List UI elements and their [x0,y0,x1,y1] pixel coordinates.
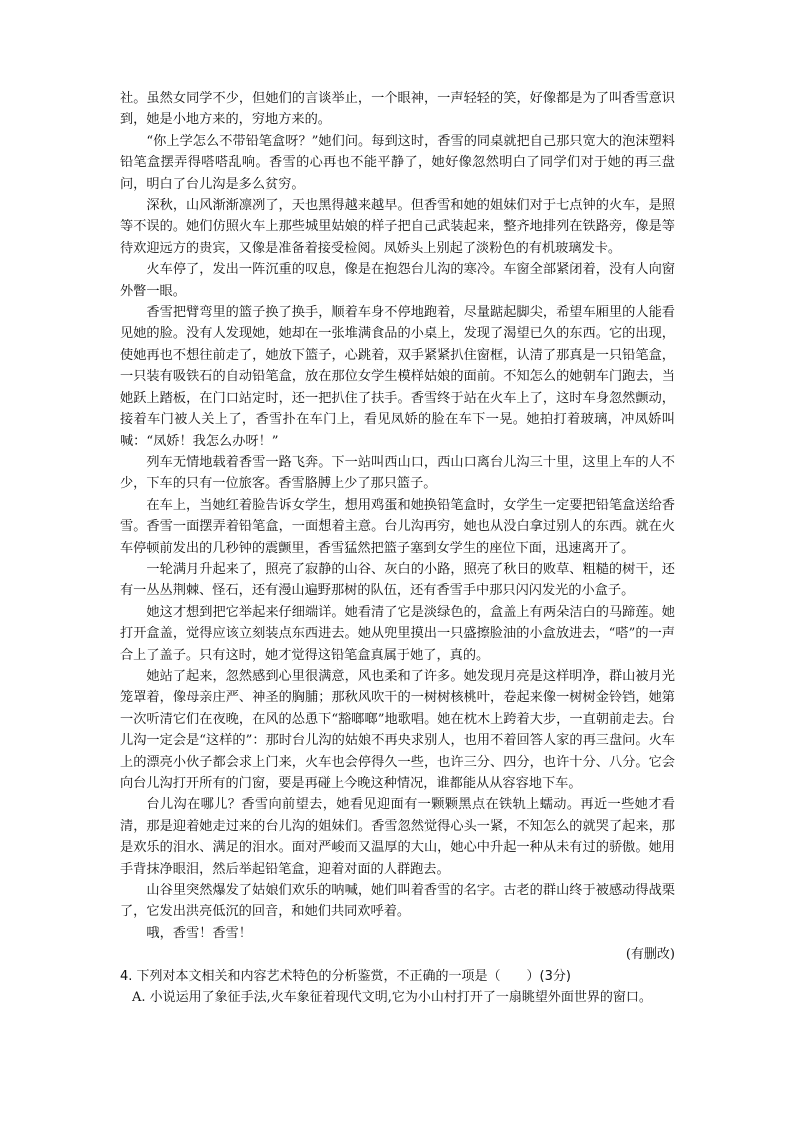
paragraph-4: 火车停了，发出一阵沉重的叹息，像是在抱怨台儿沟的寒冷。车窗全部紧闭着，没有人向窗外瞥一眼。 [120,262,675,299]
paragraph-6: 列车无情地载着香雪一路飞奔。下一站叫西山口，西山口离台儿沟三十里，这里上车的人不少，下车的只有一位旅客。香雪胳膊上少了那只篮子。 [120,454,675,492]
paragraph-2: “你上学怎么不带铅笔盒呀？”她们问。每到这时，香雪的同桌就把自己那只宽大的泡沫塑料铅笔盒摆弄得嗒嗒乱响。香雪的心再也不能平静了，她好像忽然明白了同学们对于她的再三盘问，明白了台儿沟是多么贫穷。 [120,133,675,192]
option-a: A. 小说运用了象征手法,火车象征着现代文明,它为小山村打开了一扇眺望外面世界的窗口。 [132,990,652,1006]
paragraph-7: 在车上，当她红着脸告诉女学生，想用鸡蛋和她换铅笔盒时，女学生一定要把铅笔盒送给香雪。香雪一面摆弄着铅笔盒，一面想着主意。台儿沟再穷，她也从没白拿过别人的东西。就在火车停顿前发出的几秒钟的震颤里，香雪猛然把篮子塞到女学生的座位下面，迅速离开了。 [120,497,675,556]
paragraph-1: 社。虽然女同学不少，但她们的言谈举止，一个眼神，一声轻轻的笑，好像都是为了叫香雪意识到，她是小地方来的，穷地方来的。 [120,91,675,128]
paragraph-10: 她站了起来，忽然感到心里很满意，风也柔和了许多。她发现月亮是这样明净，群山被月光笼罩着，像母亲庄严、神圣的胸脯；那秋风吹干的一树树核桃叶，卷起来像一树树金铃铛，她第一次听清它们在夜晚，在风的怂恿下“豁啷啷”地歌唱。她在枕木上跨着大步，一直朝前走去。台儿沟一定会是“这样的”：那时台儿沟的姑娘不再央求别人，也用不着回答人家的再三盘问。火车上的漂亮小伙子都会求上门来，火车也会停得久一些，也许三分、四分，也许十分、八分。它会向台儿沟打开所有的门窗，要是再碰上今晚这种情况，谁都能从从容容地下车。 [120,668,675,791]
paragraph-3: 深秋，山风渐渐凛冽了，天也黑得越来越早。但香雪和她的姐妹们对于七点钟的火车，是照等不误的。她们仿照火车上那些城里姑娘的样子把自己武装起来，整齐地排列在铁路旁，像是等待欢迎远方的贵宾，又像是准备着接受检阅。凤娇头上别起了淡粉色的有机玻璃发卡。 [120,198,675,256]
paragraph-5: 香雪把臂弯里的篮子换了换手，顺着车身不停地跑着，尽量踮起脚尖，希望车厢里的人能看见她的脸。没有人发现她，她却在一张堆满食品的小桌上，发现了渴望已久的东西。它的出现，使她再也不想往前走了，她放下篮子，心跳着，双手紧紧扒住窗框，认清了那真是一只铅笔盒，一只装有吸铁石的自动铅笔盒，放在那位女学生模样姑娘的面前。不知怎么的她朝车门跑去，当她跃上踏板，在门口站定时，还一把扒住了扶手。香雪终于站在火车上了，这时车身忽然颤动，接着车门被人关上了，香雪扑在车门上，看见凤娇的脸在车下一晃。她拍打着玻璃，冲凤娇叫喊：“凤娇！我怎么办呀！” [120,305,675,449]
paragraph-11: 台儿沟在哪儿？香雪向前望去，她看见迎面有一颗颗黑点在铁轨上蠕动。再近一些她才看清，那是迎着她走过来的台儿沟的姐妹们。香雪忽然觉得心头一紧，不知怎么的就哭了起来，那是欢乐的泪水、满足的泪水。面对严峻而又温厚的大山，她心中升起一种从未有过的骄傲。她用手背抹净眼泪，然后举起铅笔盒，迎着对面的人群跑去。 [120,797,675,877]
paragraph-13: 哦，香雪！香雪！ [146,925,252,941]
paragraph-12: 山谷里突然爆发了姑娘们欢乐的呐喊，她们叫着香雪的名字。古老的群山终于被感动得战栗了，它发出洪亮低沉的回音，和她们共同欢呼着。 [120,883,675,920]
paragraph-9: 她这才想到把它举起来仔细端详。她看清了它是淡绿色的，盒盖上有两朵洁白的马蹄莲。她打开盒盖，觉得应该立刻装点东西进去。她从兜里摸出一只盛擦脸油的小盒放进去，“嗒”的一声合上了盖子。只有这时，她才觉得这铅笔盒真属于她了，真的。 [120,604,675,663]
document-page [120,88,675,1008]
question-4: 4. 下列对本文相关和内容艺术特色的分析鉴赏，不正确的一项是（ ）(3分) [120,968,571,984]
paragraph-8: 一轮满月升起来了，照亮了寂静的山谷、灰白的小路，照亮了秋日的败草、粗糙的树干，还有一丛丛荆棘、怪石，还有漫山遍野那树的队伍，还有香雪手中那只闪闪发光的小盒子。 [120,561,675,599]
source-note: (有删改) [625,947,675,963]
